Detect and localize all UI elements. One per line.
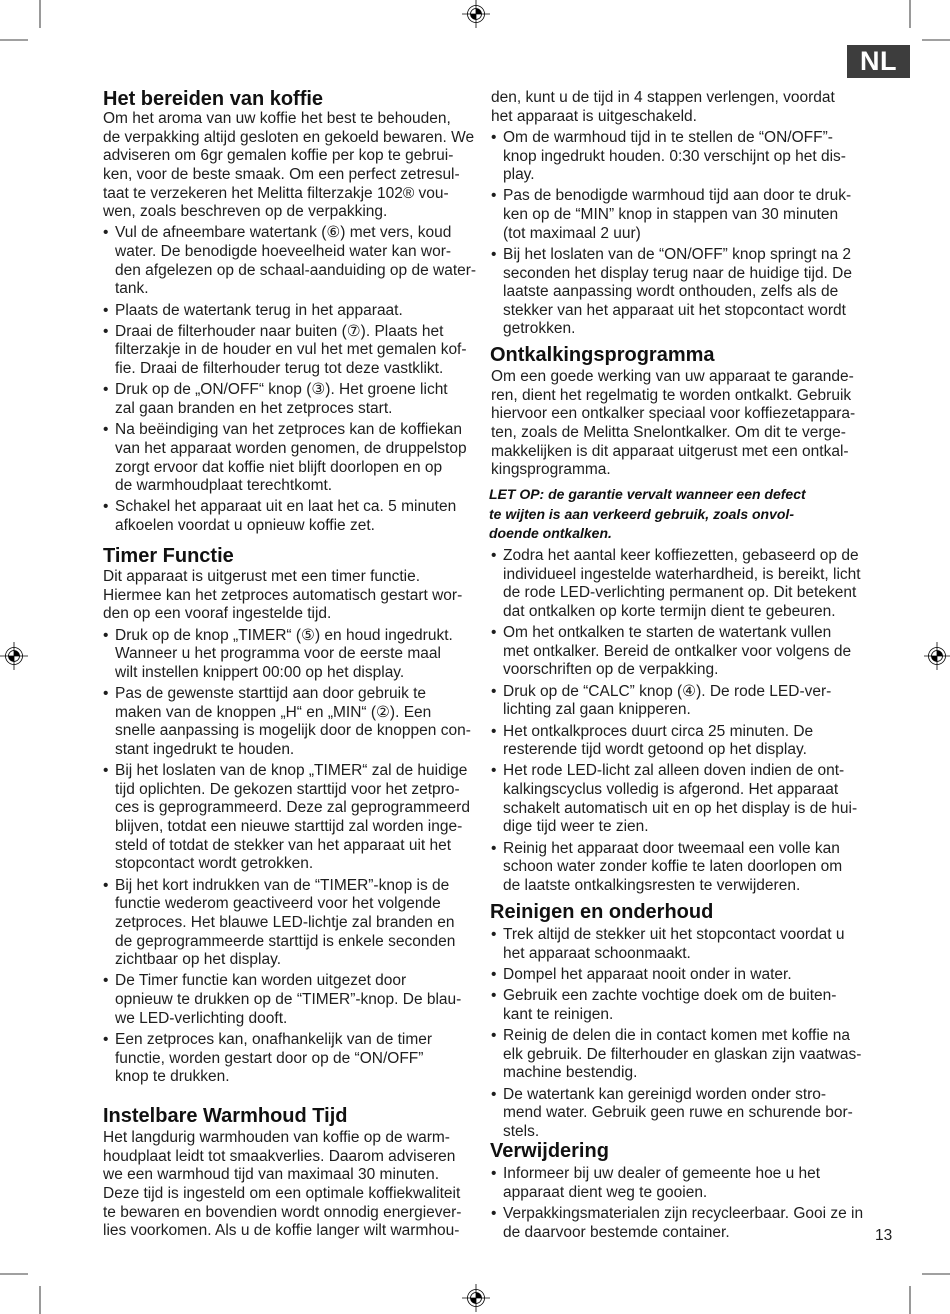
page-number: 13: [875, 1227, 893, 1244]
text-line: wen, zoals beschreven op de verpakking.: [103, 203, 388, 221]
crop-mark-bottom-right: [910, 1274, 950, 1314]
heading-timer-functie: Timer Functie: [103, 545, 234, 567]
text-line: Dit apparaat is uitgerust met een timer functie.: [103, 568, 421, 585]
bullet-text-line: Plaats de watertank terug in het apparaat.: [115, 301, 403, 319]
bullet-marker: •: [103, 626, 109, 644]
section-body-ontkalking: [491, 368, 855, 480]
bullet-marker: •: [491, 762, 497, 780]
bullet-text-line: elk gebruik. De filterhouder en glaskan zijn vaatwas-: [503, 1045, 862, 1063]
bullet-text-line: Pas de benodigde warmhoud tijd aan door te druk-: [503, 187, 852, 205]
heading-verwijdering: Verwijdering: [490, 1140, 609, 1162]
bullet-item: [491, 840, 861, 896]
bullet-marker: •: [103, 381, 109, 399]
bullet-marker: •: [103, 1030, 109, 1048]
text-line: ken, voor de beste smaak. Om een perfect zetresul-: [103, 165, 460, 183]
bullet-text-line: seconden het display terug naar de huidige tijd. De: [503, 264, 852, 282]
bullet-marker: •: [491, 187, 497, 205]
crop-mark-top-left: [0, 0, 40, 40]
text-line: te bewaren en bovendien wordt onnodig energiever-: [103, 1203, 462, 1221]
bullet-text-line: lichting zal gaan knipperen.: [503, 701, 691, 719]
section-body-warmhoud: [103, 1129, 461, 1241]
bullet-text-line: knop ingedrukt houden. 0:30 verschijnt op het dis-: [503, 147, 846, 165]
text-line: de verpakking altijd gesloten en gekoeld bewaren. We: [103, 128, 475, 146]
crop-mark-bottom-left: [0, 1274, 40, 1314]
bullet-text-line: functie, worden gestart door op de “ON/OFF”: [115, 1049, 424, 1067]
bullet-marker: •: [491, 1204, 497, 1222]
bullet-text-line: Schakel het apparaat uit en laat het ca. 5 minuten: [115, 498, 457, 516]
text-line: doende ontkalken.: [489, 525, 612, 542]
bullet-marker: •: [491, 987, 497, 1005]
registration-mark-right: [924, 642, 950, 670]
bullet-item: [491, 966, 861, 985]
bullet-item: [103, 498, 476, 535]
bullet-marker: •: [103, 421, 109, 439]
bullet-text-line: (tot maximaal 2 uur): [503, 224, 641, 242]
text-line: LET OP: de garantie vervalt wanneer een defect: [489, 486, 806, 502]
bullet-text-line: laatste aanpassing wordt onthouden, zelfs als de: [503, 283, 839, 301]
bullet-marker: •: [103, 322, 109, 340]
bullet-marker: •: [491, 1026, 497, 1044]
bullet-text-line: Om de warmhoud tijd in te stellen de “ON/OFF”-: [503, 128, 833, 146]
bullet-text-line: tijd oplichten. De gekozen starttijd voor het zetpro-: [115, 780, 460, 798]
bullet-text-line: apparaat dient weg te gooien.: [503, 1183, 708, 1201]
bullet-text-line: Druk op de knop „TIMER“ (⑤) en houd ingedrukt.: [115, 626, 453, 644]
bullet-text-line: machine bestendig.: [503, 1064, 638, 1082]
bullet-item: [491, 987, 861, 1024]
text-line: Hiermee kan het zetproces automatisch gestart wor-: [103, 586, 463, 604]
text-line: we een warmhoud tijd van maximaal 30 minuten.: [103, 1166, 440, 1184]
text-line: hiervoor een ontkalker speciaal voor koffiezetappara-: [491, 405, 856, 423]
bullet-text-line: Verpakkingsmaterialen zijn recycleerbaar. Gooi ze in: [503, 1204, 864, 1222]
bullet-text-line: Zodra het aantal keer koffiezetten, gebaseerd op de: [503, 547, 859, 564]
crop-mark-top-right: [910, 0, 950, 40]
bullet-marker: •: [491, 245, 497, 263]
bullet-text-line: Het ontkalkproces duurt circa 25 minuten. De: [503, 722, 814, 740]
bullet-text-line: mend water. Gebruik geen ruwe en schurende bor-: [503, 1104, 853, 1122]
bullet-marker: •: [491, 839, 497, 857]
bullet-text-line: steld of totdat de stekker van het apparaat uit het: [115, 836, 452, 854]
bullet-item: [491, 129, 852, 185]
bullet-item: [491, 723, 861, 760]
bullet-text-line: we LED-verlichting dooft.: [115, 1009, 288, 1027]
bullet-text-line: Dompel het apparaat nooit onder in water.: [503, 965, 792, 983]
bullet-text-line: De watertank kan gereinigd worden onder stro-: [503, 1085, 827, 1103]
section-body-ontkalking-steps: [491, 547, 861, 896]
bullet-item: [491, 1086, 861, 1142]
bullet-item: [491, 187, 852, 243]
bullet-text-line: ces is geprogrammeerd. Deze zal geprogrammeerd: [115, 799, 470, 817]
bullet-item: [491, 683, 861, 720]
bullet-text-line: de laatste ontkalkingsresten te verwijderen.: [503, 876, 801, 894]
bullet-item: [491, 1027, 861, 1083]
registration-mark-bottom: [462, 1284, 490, 1312]
bullet-text-line: schakelt automatisch uit en op het display is de hui-: [503, 799, 858, 817]
text-line: makkelijken is dit apparaat uitgerust met een ontkal-: [491, 442, 849, 460]
bullet-text-line: de geprogrammeerde starttijd is enkele seconden: [115, 932, 456, 950]
bullet-marker: •: [103, 685, 109, 703]
bullet-text-line: stant ingedrukt te houden.: [115, 740, 295, 758]
text-line: houdplaat leidt tot smaakverlies. Daarom adviseren: [103, 1147, 456, 1165]
bullet-item: [491, 624, 861, 680]
bullet-item: [103, 685, 471, 760]
bullet-marker: •: [491, 1165, 497, 1182]
bullet-text-line: Reinig de delen die in contact komen met koffie na: [503, 1026, 850, 1044]
bullet-item: [103, 381, 476, 418]
section-body-verwijdering: [491, 1165, 863, 1242]
text-line: ren, dient het regelmatig te worden ontkalkt. Gebruik: [491, 386, 852, 404]
bullet-text-line: Bij het loslaten van de knop „TIMER“ zal de huidige: [115, 762, 468, 780]
bullet-marker: •: [491, 682, 497, 700]
bullet-marker: •: [103, 224, 109, 242]
section-body-timer: [103, 568, 471, 1087]
bullet-text-line: Vul de afneembare watertank (⑥) met vers, koud: [115, 224, 452, 242]
bullet-item: [103, 421, 476, 496]
bullet-marker: •: [103, 972, 109, 990]
bullet-text-line: afkoelen voordat u opnieuw koffie zet.: [115, 517, 375, 535]
bullet-marker: •: [103, 301, 109, 319]
bullet-item: [491, 926, 861, 963]
bullet-text-line: Wanneer u het programma voor de eerste maal: [115, 645, 441, 663]
bullet-text-line: stekker van het apparaat uit het stopcontact wordt: [503, 301, 846, 319]
text-line: lies voorkomen. Als u de koffie langer wilt warmhou-: [103, 1222, 460, 1240]
bullet-text-line: kant te reinigen.: [503, 1005, 614, 1023]
bullet-item: [103, 323, 476, 379]
section-body-reinigen: [491, 926, 861, 1141]
bullet-text-line: De Timer functie kan worden uitgezet door: [115, 972, 407, 990]
bullet-text-line: Draai de filterhouder naar buiten (⑦). Plaats het: [115, 322, 444, 340]
language-tab: [847, 45, 910, 78]
bullet-item: [491, 762, 861, 837]
language-tab-label: NL: [860, 46, 897, 76]
bullet-text-line: wilt instellen knippert 00:00 op het display.: [115, 663, 405, 681]
bullet-text-line: Druk op de “CALC” knop (④). De rode LED-ver-: [503, 682, 832, 700]
bullet-marker: •: [491, 547, 497, 564]
bullet-text-line: zorgt ervoor dat koffie niet blijft doorlopen en op: [115, 458, 443, 476]
bullet-text-line: Gebruik een zachte vochtige doek om de buiten-: [503, 987, 837, 1005]
bullet-marker: •: [491, 128, 497, 146]
heading-reinigen-en-onderhoud: Reinigen en onderhoud: [490, 901, 714, 923]
bullet-text-line: Het rode LED-licht zal alleen doven indien de ont-: [503, 762, 845, 780]
heading-instelbare-warmhoud-tijd: Instelbare Warmhoud Tijd: [103, 1105, 348, 1127]
bullet-text-line: Een zetproces kan, onafhankelijk van de timer: [115, 1030, 433, 1048]
text-line: Om het aroma van uw koffie het best te behouden,: [103, 110, 451, 127]
bullet-item: [103, 877, 471, 970]
bullet-text-line: zichtbaar op het display.: [115, 951, 282, 969]
bullet-marker: •: [103, 762, 109, 780]
bullet-item: [491, 246, 852, 339]
bullet-text-line: den afgelezen op de schaal-aanduiding op de water-: [115, 261, 477, 279]
bullet-text-line: zetproces. Het blauwe LED-lichtje zal branden en: [115, 913, 455, 931]
bullet-text-line: Pas de gewenste starttijd aan door gebruik te: [115, 685, 427, 703]
text-line: den op een vooraf ingestelde tijd.: [103, 605, 332, 623]
text-line: ten, zoals de Melitta Snelontkalker. Om dit te verge-: [491, 423, 846, 441]
bullet-text-line: stels.: [503, 1122, 540, 1140]
section-body-bereiden: [103, 110, 476, 536]
bullet-text-line: play.: [503, 166, 535, 184]
bullet-item: [103, 762, 471, 874]
bullet-text-line: water. De benodigde hoeveelheid water kan wor-: [115, 243, 452, 261]
bullet-text-line: zal gaan branden en het zetproces start.: [115, 399, 393, 417]
bullet-item: [103, 972, 471, 1028]
bullet-text-line: snelle aanpassing is mogelijk door de knoppen con-: [115, 722, 471, 740]
bullet-item: [103, 224, 476, 299]
bullet-marker: •: [491, 722, 497, 740]
bullet-text-line: individueel ingestelde waterhardheid, is bereikt, licht: [503, 565, 861, 583]
text-line: taat te verzekeren het Melitta filterzakje 102® vou-: [103, 184, 449, 202]
bullet-text-line: knop te drukken.: [115, 1068, 230, 1086]
text-line: Om een goede werking van uw apparaat te garande-: [491, 368, 854, 385]
text-line: adviseren om 6gr gemalen koffie per kop te gebrui-: [103, 147, 454, 165]
registration-mark-top: [462, 0, 490, 28]
bullet-text-line: Om het ontkalken te starten de watertank vullen: [503, 624, 832, 642]
bullet-text-line: filterzakje in de houder en vul het met gemalen kof-: [115, 341, 467, 359]
bullet-marker: •: [491, 624, 497, 642]
bullet-text-line: Bij het loslaten van de “ON/OFF” knop springt na 2: [503, 245, 852, 263]
bullet-item: [103, 1031, 471, 1087]
bullet-text-line: fie. Draai de filterhouder terug tot deze vastklikt.: [115, 360, 444, 378]
text-line: te wijten is aan verkeerd gebruik, zoals onvol-: [489, 505, 794, 522]
bullet-text-line: met ontkalker. Bereid de ontkalker voor volgens de: [503, 642, 852, 660]
bullet-text-line: het apparaat schoonmaakt.: [503, 944, 691, 962]
bullet-text-line: getrokken.: [503, 320, 576, 338]
bullet-text-line: Informeer bij uw dealer of gemeente hoe u het: [503, 1165, 821, 1182]
bullet-text-line: schoon water zonder koffie te laten doorlopen om: [503, 858, 843, 876]
text-line: den, kunt u de tijd in 4 stappen verlengen, voordat: [491, 89, 835, 106]
bullet-text-line: Druk op de „ON/OFF“ knop (③). Het groene licht: [115, 381, 448, 399]
bullet-text-line: dat ontkalken op korte termijn dient te gebeuren.: [503, 602, 836, 620]
bullet-text-line: Na beëindiging van het zetproces kan de koffiekan: [115, 421, 462, 439]
bullet-text-line: voorschriften op de verpakking.: [503, 661, 719, 679]
text-line: Deze tijd is ingesteld om een optimale koffiekwaliteit: [103, 1184, 461, 1202]
text-line: Het langdurig warmhouden van koffie op de warm-: [103, 1129, 450, 1146]
bullet-text-line: ken op de “MIN” knop in stappen van 30 minuten: [503, 206, 839, 224]
bullet-text-line: Bij het kort indrukken van de “TIMER”-knop is de: [115, 876, 450, 894]
bullet-marker: •: [491, 965, 497, 983]
bullet-text-line: kalkingscyclus volledig is afgerond. Het apparaat: [503, 781, 839, 799]
section-body-warmhoud-continued: [491, 89, 852, 339]
bullet-text-line: de rode LED-verlichting permanent op. Dit betekent: [503, 584, 857, 602]
text-line: het apparaat is uitgeschakeld.: [491, 107, 697, 125]
bullet-marker: •: [103, 498, 109, 516]
bullet-text-line: de daarvoor bestemde container.: [503, 1223, 730, 1241]
bullet-text-line: opnieuw te drukken op de “TIMER”-knop. De blau-: [115, 991, 462, 1009]
bullet-item: [491, 1205, 863, 1242]
bullet-text-line: functie wederom geactiveerd voor het volgende: [115, 895, 441, 913]
registration-mark-left: [0, 642, 28, 670]
bullet-text-line: tank.: [115, 280, 149, 298]
bullet-text-line: Trek altijd de stekker uit het stopcontact voordat u: [503, 926, 845, 943]
bullet-item: [103, 302, 476, 321]
bullet-text-line: Reinig het apparaat door tweemaal een volle kan: [503, 839, 840, 857]
bullet-text-line: dige tijd weer te zien.: [503, 818, 649, 836]
text-line: kingsprogramma.: [491, 461, 611, 479]
bullet-marker: •: [103, 876, 109, 894]
bullet-item: [103, 627, 471, 683]
bullet-text-line: van het apparaat worden genomen, de druppelstop: [115, 439, 467, 457]
bullet-text-line: de warmhoudplaat terechtkomt.: [115, 477, 333, 495]
heading-ontkalkingsprogramma: Ontkalkingsprogramma: [490, 344, 715, 366]
bullet-text-line: resterende tijd wordt getoond op het display.: [503, 741, 807, 759]
bullet-text-line: stopcontact wordt getrokken.: [115, 855, 314, 873]
bullet-text-line: maken van de knoppen „H“ en „MIN“ (②). Een: [115, 703, 432, 721]
bullet-marker: •: [491, 1085, 497, 1103]
bullet-marker: •: [491, 926, 497, 943]
warranty-warning: [489, 485, 806, 544]
bullet-item: [491, 547, 861, 622]
bullet-text-line: blijven, totdat een nieuwe starttijd zal worden inge-: [115, 818, 463, 836]
bullet-item: [491, 1165, 863, 1202]
heading-het-bereiden-van-koffie: Het bereiden van koffie: [103, 88, 324, 110]
